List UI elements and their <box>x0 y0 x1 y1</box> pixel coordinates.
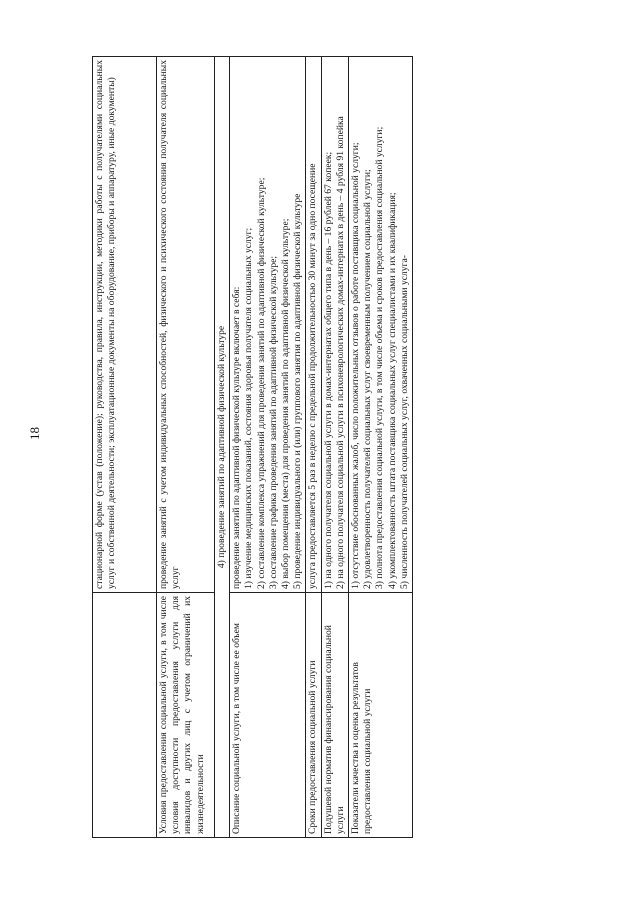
timing-value: услуга предоставляется 5 раз в неделю с предельной продолжительностью 30 минут за одно посещение <box>306 57 321 593</box>
description-item: 2) составление комплекса упражнений для проведения занятий по адаптивной физической культуре; <box>255 177 267 589</box>
standard-table <box>92 56 413 838</box>
quality-label: Показатели качества и оценка результатов предоставления социальной услуги <box>349 593 413 838</box>
table-row <box>306 57 321 838</box>
row-label: Условия предоставления социальной услуги, в том числе условия доступности предоставления услуги для инвалидов и других лиц с учетом ограничений их жизнедеятельности <box>157 593 215 838</box>
description-item: 3) составление графика проведения занятий по адаптивной физической культуре; <box>267 255 279 589</box>
normative-item: 2) на одного получателя социальной услуги в психоневрологических домах-интернатах в день – 4 рубля 91 копейка <box>334 116 346 589</box>
description-item: проведение занятий по адаптивной физической культуре включает в себя: <box>231 286 243 589</box>
quality-item: 1) отсутствие обоснованных жалоб, число положительных отзывов о работе поставщика социальной услуги; <box>350 142 362 589</box>
description-label: Описание социальной услуги, в том числе ее объем <box>230 593 306 838</box>
normative-label: Подушевой норматив финансирования социальной услуги <box>321 593 348 838</box>
quality-item: 5) численность получателей социальных услуг, охваченных социальными услуга- <box>398 255 410 589</box>
table-row <box>321 57 348 838</box>
section-title-row <box>215 57 230 838</box>
normative-item: 1) на одного получателя социальной услуги в домах-интернатах общего типа в день – 16 рублей 67 копеек; <box>322 151 334 589</box>
description-item: 5) проведение индивидуального и (или) группового занятия по адаптивной физической культуре <box>292 193 304 589</box>
table-row <box>230 57 306 838</box>
timing-label: Сроки предоставления социальной услуги <box>306 593 321 838</box>
normative-value <box>321 57 348 593</box>
quality-item: 4) укомплектованность штата поставщика социальных услуг специалистами и их квалификация; <box>386 192 398 589</box>
section-title: 4) проведение занятий по адаптивной физической культуре <box>215 57 230 838</box>
row-value: стационарной форме (устав (положение); руководства, правила, инструкции, методики работы с получателями социальных услуг и собственной деятельности; эксплуатационные документы на оборудование, приборы и аппаратуру, иные документы) <box>93 57 157 593</box>
table-row <box>349 57 413 838</box>
table-row <box>93 57 157 838</box>
services-table <box>92 56 586 838</box>
page-number: 18 <box>27 427 42 440</box>
description-value <box>230 57 306 593</box>
quality-item: 3) полнота предоставления социальной услуги, в том числе объема и сроков предоставления социальной услуги; <box>374 126 386 589</box>
description-item: 1) изучение медицинских показаний, состояния здоровья получателя социальных услуг; <box>243 227 255 589</box>
row-label <box>93 593 157 838</box>
quality-item: 2) удовлетворенность получателей социальных услуг своевременным получением социальной услуги; <box>362 169 374 589</box>
table-row <box>157 57 215 838</box>
row-value: проведение занятий с учетом индивидуальных способностей, физического и психического состояния получателя социальных услуг <box>157 57 215 593</box>
description-item: 4) выбор помещения (места) для проведения занятий по адаптивной физической культуре; <box>280 218 292 589</box>
quality-value <box>349 57 413 593</box>
